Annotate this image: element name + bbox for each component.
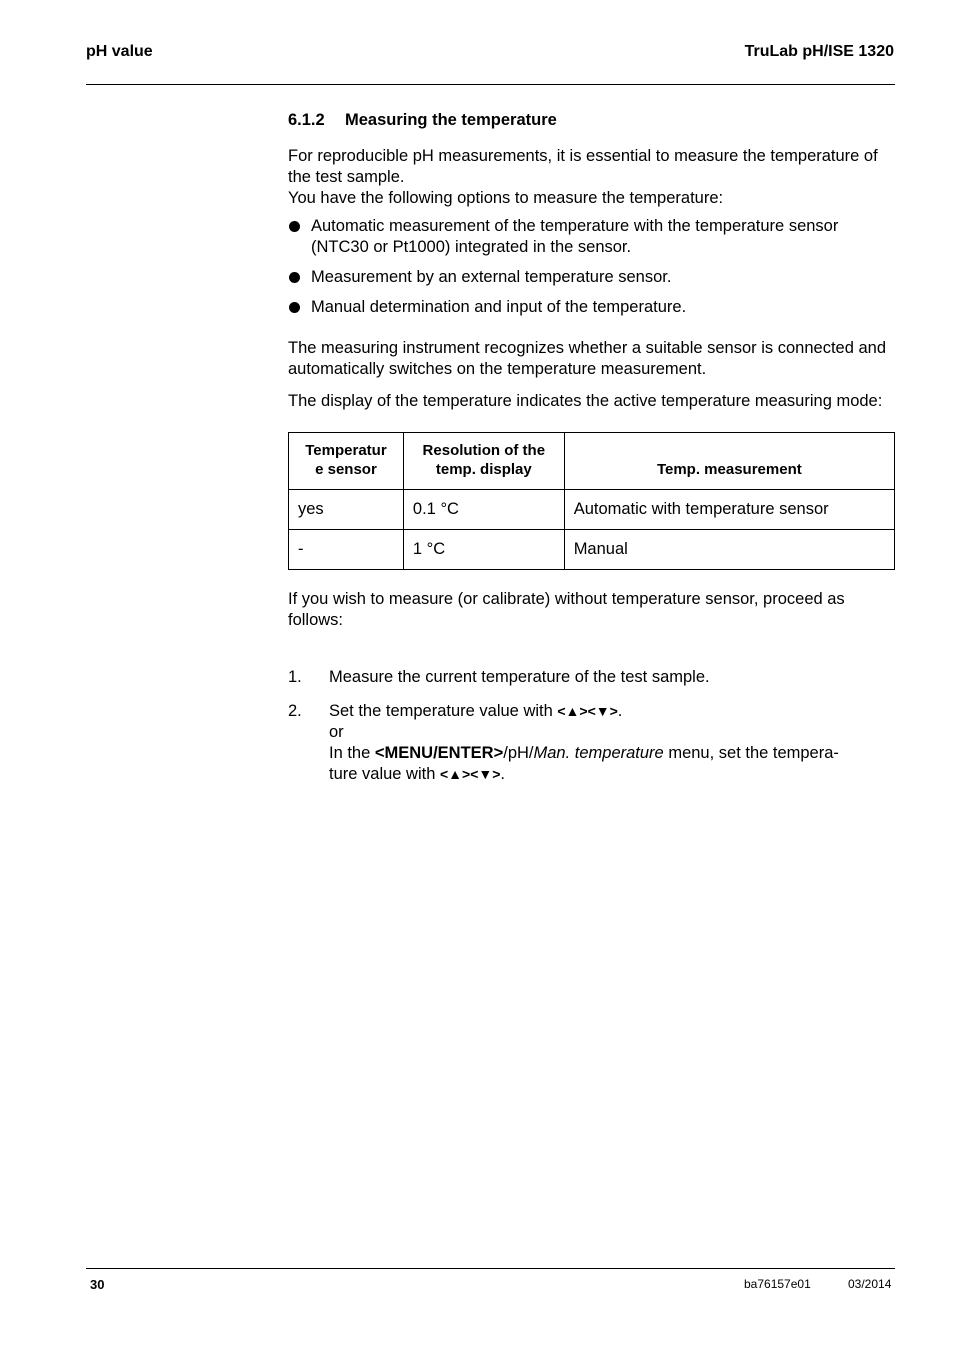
table-cell: 0.1 °C [403,490,564,530]
column-header-sensor: Temperatur e sensor [289,433,404,490]
list-item: Measurement by an external temperature sensor. [288,267,894,288]
list-item: Automatic measurement of the temperature with the temperature sensor (NTC30 or Pt1000) integrated in the sensor. [288,216,894,258]
menu-enter-key: <MENU/ENTER> [374,744,504,762]
section-title: Measuring the temperature [345,111,557,129]
temperature-mode-table [288,432,895,570]
document-code: ba76157e01 [744,1277,811,1291]
step-number: 1. [288,668,302,686]
step-or: or [329,723,344,741]
header-section-title: pH value [86,43,153,60]
bullet-icon [289,221,300,232]
section-number: 6.1.2 [288,111,325,129]
page-number: 30 [90,1277,105,1292]
column-header-measurement: Temp. measurement [564,433,894,490]
bullet-icon [289,272,300,283]
bullet-icon [289,302,300,313]
step-text: Set the temperature value with <▲><▼>. [329,702,623,720]
table-row [289,490,895,530]
table-row [289,530,895,570]
menu-item: Man. temperature [533,744,664,762]
page-content [288,110,894,798]
footer-rule [86,1268,895,1269]
list-item [288,701,894,785]
procedure-lead-in: If you wish to measure (or calibrate) without temperature sensor, proceed as follows: [288,590,845,629]
table-cell: 1 °C [403,530,564,570]
table-cell: Manual [564,530,894,570]
table-cell: - [289,530,404,570]
arrow-keys: <▲><▼> [439,766,501,782]
display-paragraph: The display of the temperature indicates the active temperature measuring mode: [288,392,883,410]
step-text: Measure the current temperature of the test sample. [329,668,710,686]
step-number: 2. [288,702,302,720]
document-date: 03/2014 [848,1277,892,1291]
table-cell: yes [289,490,404,530]
header-product-name: TruLab pH/ISE 1320 [744,43,894,60]
table-header-row [289,433,895,490]
recognition-paragraph: The measuring instrument recognizes whether a suitable sensor is connected and automatically switches on the temperature measurement. [288,339,886,378]
options-lead-in: You have the following options to measure the temperature: [288,189,724,207]
intro-paragraph: For reproducible pH measurements, it is essential to measure the temperature of the test sample. [288,147,878,186]
column-header-resolution: Resolution of the temp. display [403,433,564,490]
header-rule [86,84,895,85]
table-cell: Automatic with temperature sensor [564,490,894,530]
step-alt-text: In the <MENU/ENTER>/pH/Man. temperature menu, set the tempera- ture value with <▲><▼>. [329,744,839,783]
list-item: Manual determination and input of the temperature. [288,297,894,318]
list-item [288,667,894,688]
procedure-steps [288,667,894,785]
options-list [288,216,894,318]
section-heading [288,110,894,131]
arrow-keys: <▲><▼> [557,703,618,719]
